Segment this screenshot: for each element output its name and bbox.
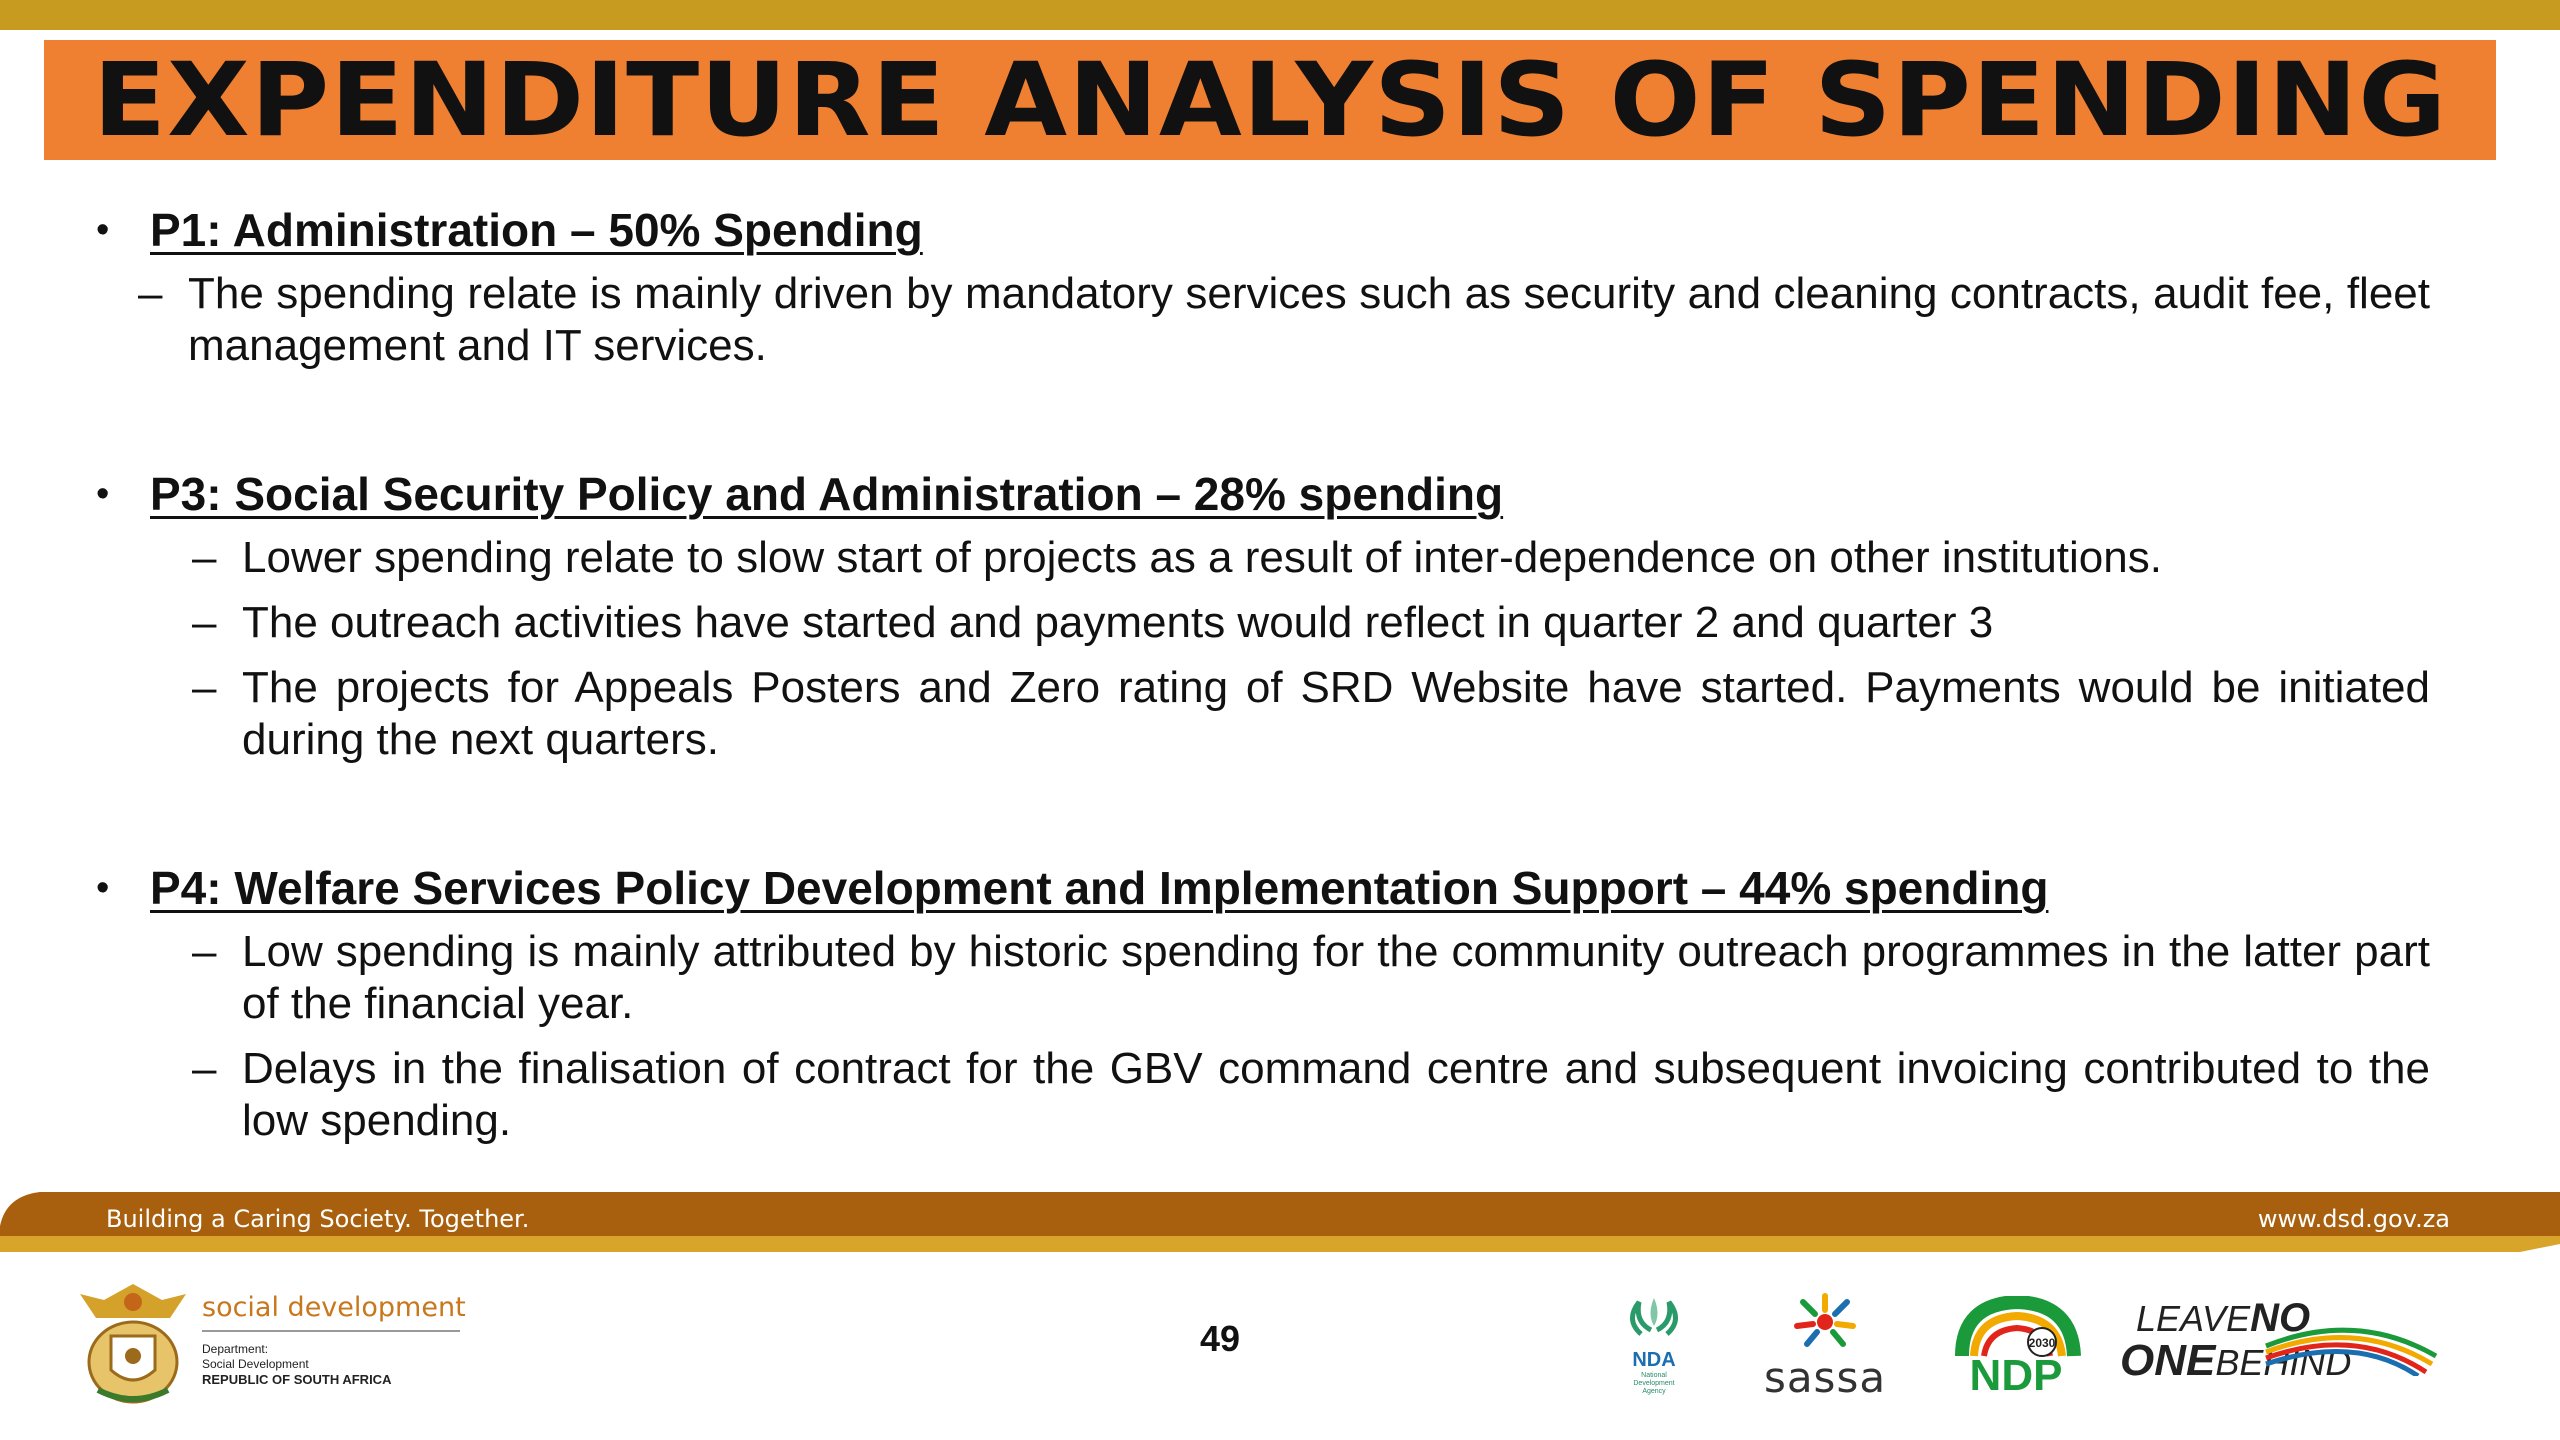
- section-p1: [96, 200, 2430, 372]
- sassa-logo: [1750, 1292, 1900, 1402]
- section-p3: [96, 464, 2430, 766]
- coat-of-arms-icon: [70, 1278, 196, 1408]
- section-heading: P3: Social Security Policy and Administration – 28% spending: [150, 468, 1504, 520]
- bullet-icon: •: [96, 473, 110, 515]
- top-rule: [0, 0, 2560, 30]
- slide-content: [96, 200, 2430, 1147]
- dash-icon: –: [192, 927, 217, 976]
- dash-icon: –: [192, 598, 217, 647]
- section-p4: [96, 858, 2430, 1147]
- leave-no-one-behind-logo: [2116, 1296, 2446, 1396]
- list-item-text: The outreach activities have started and payments would reflect in quarter 2 and quarter 3: [242, 598, 1994, 647]
- behind-word: BEHIND: [2215, 1342, 2352, 1383]
- list-item: [96, 926, 2430, 1030]
- list-item: [96, 268, 2430, 372]
- list-item-text: Low spending is mainly attributed by historic spending for the community outreach programmes in the latter part of the financial year.: [242, 927, 2430, 1028]
- swoosh-icon: [2246, 1316, 2446, 1376]
- section-heading: P1: Administration – 50% Spending: [150, 204, 923, 256]
- dash-icon: –: [138, 269, 163, 318]
- sassa-label: sassa: [1763, 1353, 1887, 1402]
- sassa-sun-icon: [1785, 1292, 1865, 1348]
- page-number: 49: [1199, 1318, 1241, 1359]
- dept-lines: [202, 1342, 391, 1387]
- ndp-year: 2030: [2028, 1336, 2056, 1350]
- no-word: NO: [2250, 1296, 2311, 1340]
- ndp-logo: [1952, 1296, 2082, 1396]
- list-item: [96, 532, 2430, 584]
- list-item: [96, 597, 2430, 649]
- slide-title: EXPENDITURE ANALYSIS OF SPENDING: [92, 40, 2448, 160]
- bullet-icon: •: [96, 209, 110, 251]
- section-heading: P4: Welfare Services Policy Development and Implementation Support – 44% spending: [150, 862, 2049, 914]
- list-item-text: The spending relate is mainly driven by mandatory services such as security and cleaning contracts, audit fee, fleet management and IT services.: [188, 269, 2430, 370]
- list-item-text: Lower spending relate to slow start of projects as a result of inter-dependence on other institutions.: [242, 533, 2162, 582]
- dash-icon: –: [192, 1044, 217, 1093]
- divider: [202, 1330, 460, 1332]
- nda-emblem-icon: [1619, 1294, 1689, 1342]
- footer-tagline: Building a Caring Society. Together.: [106, 1205, 530, 1233]
- leave-word: LEAVE: [2136, 1298, 2251, 1339]
- nda-sub: Agency: [1642, 1388, 1666, 1395]
- list-item: [96, 662, 2430, 766]
- nda-label: NDA: [1632, 1349, 1676, 1371]
- list-item: [96, 1043, 2430, 1147]
- nda-sub: Development: [1633, 1380, 1675, 1387]
- list-item-text: Delays in the finalisation of contract for the GBV command centre and subsequent invoicing contributed to the low spending.: [242, 1044, 2430, 1145]
- footer-url[interactable]: www.dsd.gov.za: [2257, 1205, 2450, 1233]
- nda-logo: [1614, 1294, 1694, 1404]
- title-bar: [44, 40, 2496, 160]
- dept-line: REPUBLIC OF SOUTH AFRICA: [202, 1372, 392, 1387]
- bullet-icon: •: [96, 867, 110, 909]
- dash-icon: –: [192, 533, 217, 582]
- dept-name: social development: [202, 1292, 466, 1323]
- one-word: ONE: [2120, 1336, 2216, 1385]
- nda-sub: National: [1641, 1372, 1667, 1379]
- list-item-text: The projects for Appeals Posters and Zero rating of SRD Website have started. Payments would be initiated during the next quarters.: [242, 663, 2430, 764]
- dash-icon: –: [192, 663, 217, 712]
- dept-logo: [70, 1278, 470, 1408]
- ndp-emblem-icon: [1952, 1296, 2082, 1396]
- ndp-label: NDP: [1969, 1351, 2063, 1396]
- dept-line: Department:: [202, 1342, 269, 1356]
- dept-line: Social Development: [202, 1357, 309, 1371]
